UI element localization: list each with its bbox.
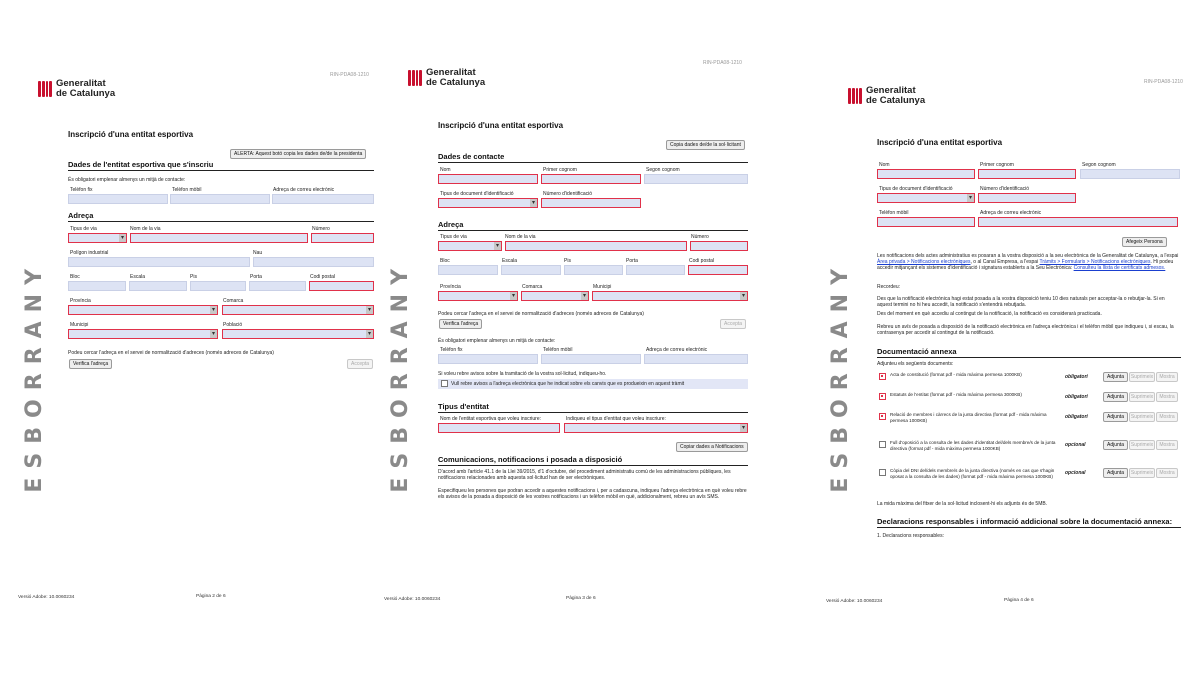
label-codi-postal: Codi postal <box>310 274 336 280</box>
section-entity-data: Dades de l'entitat esportiva que s'inscriu <box>68 160 374 171</box>
segon-cognom-input[interactable] <box>1080 169 1180 179</box>
label-telefon-mobil: Telèfon mòbil <box>543 347 573 353</box>
label-tipus-document: Tipus de document d'identificació <box>879 186 953 192</box>
notice-option-label: Vull rebre avisos a l'adreça electrònica que he indicat sobre els canvis que es produeixin en aquest tràmit <box>451 381 685 387</box>
comarca-select[interactable] <box>521 291 589 301</box>
label-bloc: Bloc <box>70 274 80 280</box>
segon-cognom-input[interactable] <box>644 174 748 184</box>
doc-description: Full d'oposició a la consulta de les dades d'identitat del/dels membre/s de la junta directiva (format pdf - mida màxima permesa 1000KB) <box>890 440 1056 451</box>
nom-input[interactable] <box>438 174 538 184</box>
pis-input[interactable] <box>564 265 623 275</box>
attach-button[interactable]: Adjunta <box>1103 412 1128 422</box>
label-numero: Número <box>312 226 330 232</box>
label-poligon: Polígon industrial <box>70 250 109 256</box>
section-declarations: Declaracions responsables i informació addicional sobre la documentació annexa: <box>877 517 1181 528</box>
link-certificates[interactable]: Consulteu la llista de certificats admesos. <box>1073 265 1166 272</box>
provincia-select[interactable] <box>438 291 518 301</box>
max-size-note: La mida màxima del fitxer de la sol·licitud inclosent-hi els adjunts és de 5MB. <box>877 501 1048 507</box>
label-nau: Nau <box>253 250 263 256</box>
label-nom-via: Nom de la via <box>505 234 536 240</box>
page-2 <box>0 0 400 675</box>
doc-ref: RIN-PDA08-1210 <box>703 60 742 66</box>
copy-to-notifications-button[interactable]: Copiar dades a Notificacions <box>676 442 748 452</box>
attach-button[interactable]: Adjunta <box>1103 440 1128 450</box>
copy-applicant-button[interactable]: Copia dades de/de la sol·licitant <box>666 140 745 150</box>
numero-identificacio-input[interactable] <box>541 198 641 208</box>
generalitat-logo-icon <box>38 81 52 97</box>
label-numero: Número <box>691 234 709 240</box>
label-segon-cognom: Segon cognom <box>1082 162 1116 168</box>
label-provincia: Província <box>70 298 91 304</box>
delete-button[interactable]: Suprimeix <box>1130 394 1154 400</box>
doc-checkbox[interactable] <box>879 413 886 420</box>
porta-input[interactable] <box>626 265 685 275</box>
doc-status: obligatori <box>1065 394 1088 400</box>
label-tipus-entitat: Indiqueu el tipus d'entitat que voleu inscriure: <box>566 416 666 422</box>
doc-ref: RIN-PDA08-1210 <box>1144 79 1183 85</box>
contact-note: És obligatori emplenar almenys un mitjà de contacte: <box>68 177 186 183</box>
label-tipus-via: Tipus de via <box>70 226 97 232</box>
label-comarca: Comarca <box>223 298 244 304</box>
accept-button[interactable]: Accepta <box>347 359 373 369</box>
label-nom-entitat: Nom de l'entitat esportiva que voleu inscriure: <box>440 416 542 422</box>
label-comarca: Comarca <box>522 284 543 290</box>
label-tipus-via: Tipus de via <box>440 234 467 240</box>
primer-cognom-input[interactable] <box>978 169 1076 179</box>
escala-input[interactable] <box>501 265 561 275</box>
label-porta: Porta <box>626 258 638 264</box>
telefon-mobil-input[interactable] <box>541 354 641 364</box>
label-numero-identificacio: Número d'identificació <box>543 191 593 197</box>
normalization-note: Podeu cercar l'adreça en el servei de normalització d'adreces (només adreces de Catalunya) <box>68 350 274 356</box>
doc-description: Relació de membres i càrrecs de la junta directiva (format pdf - mida màxima permesa 1000KB) <box>890 412 1047 423</box>
section-communications: Comunicacions, notificacions i posada a disposició <box>438 455 748 466</box>
doc-checkbox[interactable] <box>879 373 886 380</box>
page-number: Pàgina 2 de 6 <box>196 594 226 599</box>
label-numero-identificacio: Número d'identificació <box>980 186 1030 192</box>
tipus-entitat-select[interactable] <box>564 423 748 433</box>
doc-ref: RIN-PDA08-1210 <box>330 72 369 78</box>
primer-cognom-input[interactable] <box>541 174 641 184</box>
numero-input[interactable] <box>690 241 748 251</box>
label-pis: Pis <box>190 274 197 280</box>
contact-note: És obligatori emplenar almenys un mitjà de contacte: <box>438 338 556 344</box>
telefon-fix-input[interactable] <box>438 354 538 364</box>
show-button[interactable]: Mostra <box>1156 468 1178 478</box>
generalitat-logo-icon <box>408 70 422 86</box>
tipus-via-select[interactable] <box>68 233 127 243</box>
verify-address-button[interactable]: Verifica l'adreça <box>439 319 482 329</box>
telefon-mobil-input[interactable] <box>170 194 270 204</box>
label-municipi: Municipi <box>70 322 89 328</box>
telefon-fix-input[interactable] <box>68 194 168 204</box>
label-telefon-mobil: Telèfon mòbil <box>172 187 202 193</box>
add-person-button[interactable]: Afegeix Persona <box>1122 237 1167 247</box>
label-tipus-document: Tipus de document d'identificació <box>440 191 514 197</box>
normalization-note: Podeu cercar l'adreça en el servei de normalització d'adreces (només adreces de Catalunya) <box>438 311 644 317</box>
provincia-select[interactable] <box>68 305 218 315</box>
generalitat-logo: Generalitat de Catalunya <box>408 68 485 88</box>
label-primer-cognom: Primer cognom <box>980 162 1014 168</box>
codi-postal-input[interactable] <box>688 265 748 275</box>
label-segon-cognom: Segon cognom <box>646 167 680 173</box>
comm-paragraph-2: Especifiqueu les persones que podran accedir a aquestes notificacions i, per a cadascuna, indiqueu l'adreça electrònica en què voleu rebre els avisos de la posada a disposició de les vostres notificacions i un telèfon mòbil en què, addicionalment, rebreu un avís SMS. <box>438 488 747 501</box>
label-nom: Nom <box>440 167 451 173</box>
nom-input[interactable] <box>877 169 975 179</box>
label-nom: Nom <box>879 162 890 168</box>
generalitat-logo-icon <box>848 88 862 104</box>
label-bloc: Bloc <box>440 258 450 264</box>
email-input[interactable] <box>978 217 1178 227</box>
section-address: Adreça <box>438 220 748 231</box>
label-escala: Escala <box>502 258 518 264</box>
tipus-document-select[interactable] <box>438 198 538 208</box>
form-title: Inscripció d'una entitat esportiva <box>877 138 1003 147</box>
nom-via-input[interactable] <box>130 233 308 243</box>
label-email: Adreça de correu electrònic <box>273 187 335 193</box>
notice-question: Si voleu rebre avisos sobre la tramitació de la vostra sol·licitud, indiqueu-ho. <box>438 371 607 377</box>
numero-identificacio-input[interactable] <box>978 193 1076 203</box>
label-primer-cognom: Primer cognom <box>543 167 577 173</box>
alert-copy-president-button[interactable]: ALERTA: Aquest botó copia les dades de/de la presidenta <box>230 149 366 159</box>
doc-status: opcional <box>1065 470 1086 476</box>
nau-input[interactable] <box>253 257 374 267</box>
section-entity-type: Tipus d'entitat <box>438 402 748 413</box>
show-button[interactable]: Mostra <box>1156 372 1178 382</box>
label-email: Adreça de correu electrònic <box>646 347 708 353</box>
label-telefon-fix: Telèfon fix <box>70 187 93 193</box>
show-button[interactable]: Mostra <box>1156 392 1178 402</box>
reminder-3: Rebreu un avís de posada a disposició de la notificació electrònica en l'adreça electrònica i el telèfon mòbil que indiqueu i, si escau, la contrasenya per accedir al contingut de la notificació. <box>877 324 1174 337</box>
page-number: Pàgina 3 de 6 <box>566 596 596 601</box>
doc-status: obligatori <box>1065 414 1088 420</box>
label-pis: Pis <box>564 258 571 264</box>
recordeu-label: Recordeu: <box>877 284 901 290</box>
page-3 <box>384 0 800 675</box>
label-porta: Porta <box>250 274 262 280</box>
generalitat-logo: Generalitat de Catalunya <box>38 79 115 99</box>
accept-button[interactable]: Accepta <box>720 319 746 329</box>
email-input[interactable] <box>644 354 748 364</box>
page-number: Pàgina 4 de 6 <box>1004 598 1034 603</box>
label-email: Adreça de correu electrònic <box>980 210 1042 216</box>
pis-input[interactable] <box>190 281 246 291</box>
numero-input[interactable] <box>311 233 374 243</box>
generalitat-logo: Generalitat de Catalunya <box>848 86 925 106</box>
label-nom-via: Nom de la via <box>130 226 161 232</box>
municipi-select[interactable] <box>68 329 218 339</box>
adobe-version: Versió Adobe: 10.0060234 <box>384 597 441 602</box>
link-private-area[interactable]: Àrea privada > Notificacions electròniques <box>877 259 971 266</box>
telefon-mobil-input[interactable] <box>877 217 975 227</box>
codi-postal-input[interactable] <box>309 281 374 291</box>
show-button[interactable]: Mostra <box>1156 440 1178 450</box>
watermark: ESBORRANY <box>388 260 413 493</box>
notice-checkbox[interactable] <box>441 380 448 387</box>
adobe-version: Versió Adobe: 10.0060234 <box>18 595 75 600</box>
reminder-1: Des que la notificació electrònica hagi estat posada a la vostra disposició teniu 10 dies naturals per acceptar-la o rebutjar-la. Si en aquest termini no hi heu accedit, la notificació s'entendrà rebutjada. <box>877 296 1165 309</box>
label-telefon-mobil: Telèfon mòbil <box>879 210 909 216</box>
tipus-document-select[interactable] <box>877 193 975 203</box>
doc-checkbox[interactable] <box>879 469 886 476</box>
doc-status: obligatori <box>1065 374 1088 380</box>
doc-description: Estatuts de l'entitat (format pdf - mida màxima permesa 3000KB) <box>890 392 1022 397</box>
doc-description: Còpia del DNI del/dels membre/s de la junta directiva (només en cas que s'hagin oposat a la consulta de les dades) (format pdf - mida màxima permesa 1000KB) <box>890 468 1055 479</box>
docs-intro: Adjunteu els següents documents: <box>877 361 954 367</box>
doc-description: Acta de constitució (format pdf - mida màxima permesa 1000KB) <box>890 372 1022 377</box>
attach-button[interactable]: Adjunta <box>1103 372 1128 382</box>
doc-checkbox[interactable] <box>879 441 886 448</box>
watermark: ESBORRANY <box>22 260 47 493</box>
comm-paragraph-1: D'acord amb l'article 41.1 de la Llei 39/2015, d'1 d'octubre, del procediment administratiu comú de les administracions públiques, les notificacions relacionades amb aquesta sol·licitud han de ser electròniques. <box>438 469 731 482</box>
comarca-select[interactable] <box>222 305 374 315</box>
declarations-item: 1. Declaracions responsables: <box>877 533 944 539</box>
attach-button[interactable]: Adjunta <box>1103 392 1128 402</box>
label-codi-postal: Codi postal <box>689 258 715 264</box>
delete-button[interactable]: Suprimeix <box>1130 442 1154 448</box>
escala-input[interactable] <box>129 281 187 291</box>
label-telefon-fix: Telèfon fix <box>440 347 463 353</box>
section-attached-docs: Documentació annexa <box>877 347 1181 358</box>
doc-checkbox[interactable] <box>879 393 886 400</box>
notifications-paragraph: Les notificacions dels actes administratius es posaran a la vostra disposició a la seu electrònica de la Generalitat de Catalunya, a l'espai Àrea privada > Notificacions electròniques, o al Canal Empresa, a l'espai Tràmits > Formularis > Notificacions electròniques. Hi podeu accedir mitjançant els sistemes d'identificació i signatura establerts a la Seu Electrònica: Consulteu la llista de certificats admesos. <box>877 253 1179 272</box>
attach-button[interactable]: Adjunta <box>1103 468 1128 478</box>
bloc-input[interactable] <box>438 265 498 275</box>
watermark: ESBORRANY <box>828 260 853 493</box>
label-escala: Escala <box>130 274 146 280</box>
label-municipi: Municipi <box>593 284 612 290</box>
tipus-via-select[interactable] <box>438 241 502 251</box>
reminder-2: Des del moment en què accediu al contingut de la notificació, la notificació es considerarà practicada. <box>877 311 1102 317</box>
poblacio-select[interactable] <box>222 329 374 339</box>
delete-button[interactable]: Suprimeix <box>1130 374 1154 380</box>
delete-button[interactable]: Suprimeix <box>1130 414 1154 420</box>
form-title: Inscripció d'una entitat esportiva <box>68 130 194 139</box>
delete-button[interactable]: Suprimeix <box>1130 470 1154 476</box>
nom-entitat-input[interactable] <box>438 423 560 433</box>
verify-address-button[interactable]: Verifica l'adreça <box>69 359 112 369</box>
email-input[interactable] <box>272 194 374 204</box>
doc-status: opcional <box>1065 442 1086 448</box>
poligon-input[interactable] <box>68 257 250 267</box>
nom-via-input[interactable] <box>505 241 687 251</box>
show-button[interactable]: Mostra <box>1156 412 1178 422</box>
adobe-version: Versió Adobe: 10.0060234 <box>826 599 883 604</box>
page-4 <box>800 0 1200 675</box>
link-forms-notifications[interactable]: Tràmits > Formularis > Notificacions electròniques <box>1039 259 1151 266</box>
porta-input[interactable] <box>249 281 306 291</box>
bloc-input[interactable] <box>68 281 126 291</box>
section-address: Adreça <box>68 211 374 222</box>
municipi-select[interactable] <box>592 291 748 301</box>
form-title: Inscripció d'una entitat esportiva <box>438 121 564 130</box>
label-poblacio: Població <box>223 322 243 328</box>
label-provincia: Província <box>440 284 461 290</box>
section-contact: Dades de contacte <box>438 152 748 163</box>
